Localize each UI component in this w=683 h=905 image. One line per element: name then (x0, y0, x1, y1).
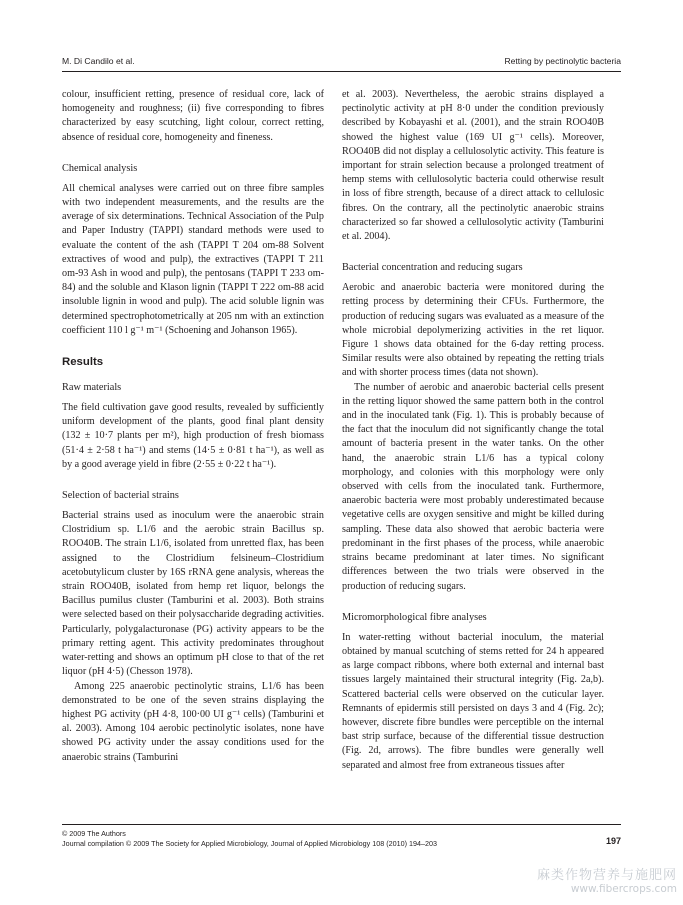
micromorphological-paragraph: In water-retting without bacterial inoculum, the material obtained by manual scutching of stems retted for 24 h appeared as large compact ribbons, where both external and internal bast tissues largely maintained their structural integrity (Fig. 2a,b). Scattered bacterial cells were observed on the cuticular layer. Remnants of epidermis still persisted on days 3 and 4 (Fig. 2c); however, discrete fibre bundles were perceptible on the internal bast strip surface, because of the differential tissue destruction (Fig. 2d, arrows). The fibre bundles were generally well separated and almost free from extraneous tissues after (342, 631, 604, 771)
selection-strains-paragraph: Bacterial strains used as inoculum were the anaerobic strain Clostridium sp. L1/6 and the aerobic strain Bacillus sp. ROO40B. The strain L1/6, isolated from unretted flax, has been assigned to the Clostridium felsineum–Clostridium acetobutylicum cluster by 16S rRNA gene analysis, whereas the strain ROO40B, isolated from hemp ret liquor, belongs the Bacillus pumilus cluster (Tamburini et al. 2003). Both strains were selected based on their polysaccharide degrading activities. Particularly, polygalacturonase (PG) activity appears to be the primary retting agent. This activity predominates throughout water-retting and shows an optimum pH close to that of the ret liquor (pH 4·5) (Chesson 1978). (62, 510, 325, 678)
raw-materials-paragraph: The field cultivation gave good results, revealed by sufficiently uniform development of the plants, good final plant density (132 ± 10·7 plants per m²), high production of fresh biomass (51·4 ± 2·58 t ha⁻¹) and stems (14·5 ± 0·81 t ha⁻¹), as well as by a good average yield in fibre (2·55 ± 0·22 t ha⁻¹). (62, 402, 324, 470)
right-column (342, 88, 604, 773)
continued-paragraph: et al. 2003). Nevertheless, the aerobic strains displayed a pectinolytic activity at pH 8·0 under the condition previously described by Kobayashi et al. (2001), and the strain ROO40B showed the highest value (169 UI g⁻¹ cells). Moreover, ROO40B did not display a cellulosolytic activity. This feature is important for strain selection because a prolonged treatment of hemp stems with cellulosolytic bacteria could otherwise result in loss of fibre strength, because of a direct attack to cellulosic fibres. On the contrary, all the pectinolytic anaerobic strains characterized so far showed a cellulosolytic activity (Tamburini et al. 2004). (342, 89, 604, 243)
bacterial-concentration-paragraph: Aerobic and anaerobic bacteria were monitored during the retting process by determining their CFUs. Furthermore, the production of reducing sugars was evaluated as a measure of the whole microbial depolymerizing activities in the ret liquor. Figure 1 shows data obtained for the 6-day retting process. Similar results were also obtained by repeating the retting trials and with shorter process times (data not shown). (342, 282, 604, 379)
left-column (62, 88, 324, 765)
footer-journal-line: Journal compilation © 2009 The Society for Applied Microbiology, Journal of Applied Microbiology 108 (2010) 194–203 (62, 839, 438, 848)
footer-copyright: © 2009 The Authors (62, 829, 126, 838)
footer-rule (62, 824, 621, 825)
running-header-authors: M. Di Candilo et al. (62, 56, 135, 66)
watermark (537, 864, 677, 895)
chemical-analysis-paragraph: All chemical analyses were carried out on three fibre samples with two independent measurements, and the results are the average of six determinations. Technical Association of the Pulp and Paper Industry (TAPPI) standard methods were used to evaluate the content of the ash (TAPPI T 204 om-88 Solvent extractives of wood and pulp), the extractives (TAPPI T 211 om-93 Ash in wood and pulp), the pentosans (TAPPI T 233 om-84) and the soluble and Klason lignin (TAPPI T 222 om-88 acid insoluble lignin in wood and pulp). The acid soluble lignin was determined spectrophotometrically at 205 nm with an extinction coefficient 110 l g⁻¹ m⁻¹ (Schoening and Johanson 1965). (62, 182, 324, 336)
heading-chemical-analysis: Chemical analysis (62, 162, 138, 174)
heading-selection-strains: Selection of bacterial strains (62, 490, 179, 502)
header-rule (62, 71, 621, 72)
intro-paragraph: colour, insufficient retting, presence of residual core, lack of homogeneity and roughness; (ii) five corresponding to fibres characterized by easy scutching, light colour, correct retting, absence of residual core, homogeneity and fineness. (62, 89, 324, 143)
page-number: 197 (605, 836, 621, 846)
heading-micromorphological: Micromorphological fibre analyses (342, 611, 487, 623)
among-strains-paragraph: Among 225 anaerobic pectinolytic strains, L1/6 has been demonstrated to be one of the seven strains displaying the highest PG activity (pH 4·8, 100·00 UI g⁻¹ cells) (Tamburini et al. 2003). Among 104 aerobic pectinolytic isolates, none have showed PG activity under the assay conditions used for the anaerobic strains (Tamburini (62, 680, 324, 763)
watermark-url: www.fibercrops.com (570, 883, 677, 895)
heading-bacterial-concentration: Bacterial concentration and reducing sugars (342, 262, 523, 274)
running-header-title: Retting by pectinolytic bacteria (504, 56, 621, 66)
bacterial-cells-paragraph: The number of aerobic and anaerobic bacterial cells present in the retting liquor showed the same pattern both in the control and in the inoculated tank (Fig. 1). This is probably because of the fact that the inoculum did not significantly change the total amount of bacteria present in the water tanks. On the other hand, the anaerobic strain L1/6 has a typical colony morphology, and colonies with this morphology were only observed with cells from the inoculated tank. Furthermore, anaerobic bacteria were most probably underestimated because vegetative cells are oxygen sensitive and might be killed during sampling. These data also showed that aerobic bacteria were predominant in the first phases of the process, while anaerobic strains became predominant at later times. No significant differences between the two trials were observed in the production of reducing sugars. (342, 381, 604, 592)
watermark-chinese-text: 麻类作物营养与施肥网 (536, 868, 677, 883)
heading-results: Results (62, 356, 104, 369)
heading-raw-materials: Raw materials (62, 382, 122, 394)
